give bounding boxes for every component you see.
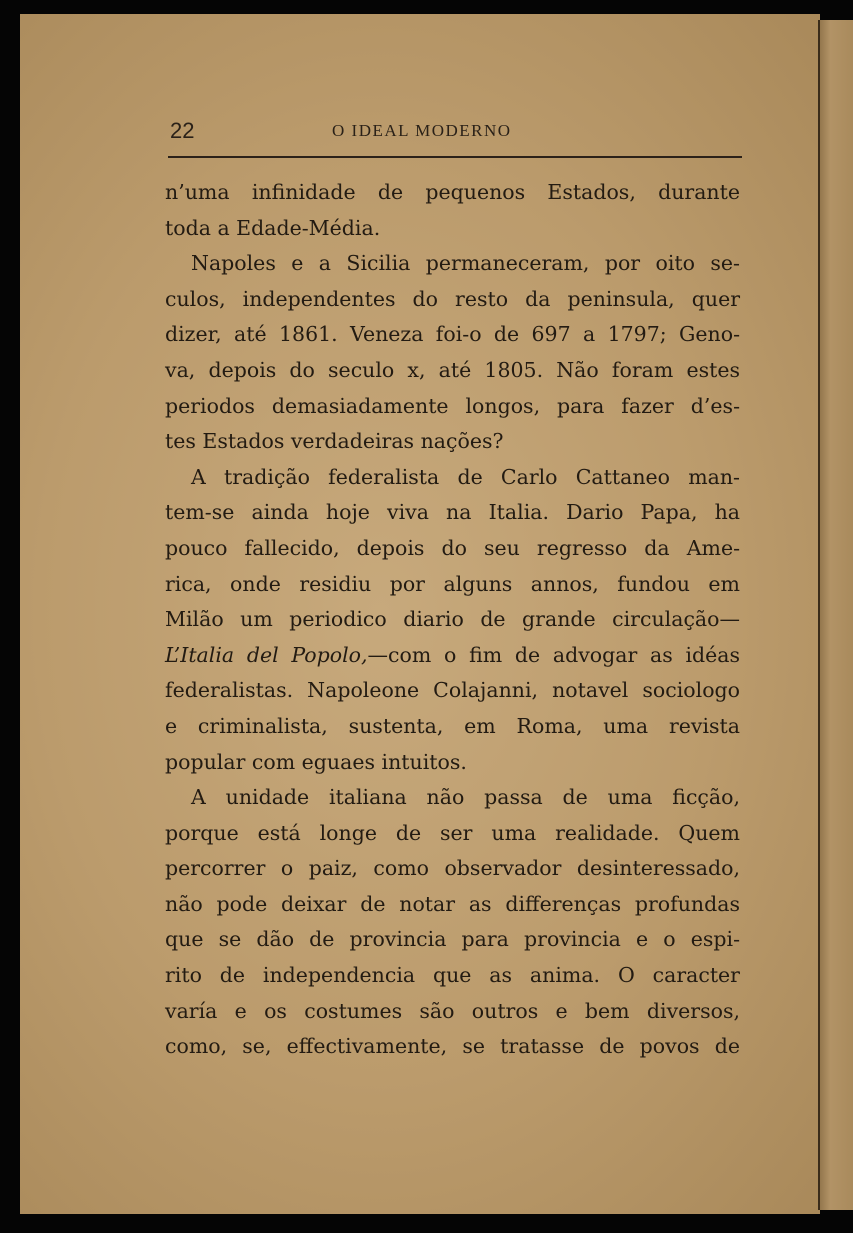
text-line: n’uma infinidade de pequenos Estados, durante bbox=[165, 180, 740, 204]
text-line: percorrer o paiz, como observador desinteressado, bbox=[165, 856, 740, 881]
text-line: A tradição federalista de Carlo Cattaneo man- bbox=[191, 464, 740, 489]
text-line-with-title bbox=[165, 638, 740, 674]
text-line: Napoles e a Sicilia permaneceram, por oito se- bbox=[191, 251, 740, 276]
header-rule bbox=[168, 156, 742, 158]
text-line-rest: —com o fim de advogar as idéas bbox=[367, 642, 740, 667]
body-text bbox=[165, 175, 740, 1065]
text-line: popular com eguaes intuitos. bbox=[165, 749, 467, 774]
text-line: pouco fallecido, depois do seu regresso da Ame- bbox=[165, 535, 740, 560]
page-gutter-line bbox=[818, 20, 820, 1210]
text-line: e criminalista, sustenta, em Roma, uma revista bbox=[165, 713, 740, 738]
text-line: rito de independencia que as anima. O caracter bbox=[165, 963, 740, 988]
page-number: 22 bbox=[170, 118, 195, 143]
text-line: não pode deixar de notar as differenças profundas bbox=[165, 891, 740, 916]
text-line: rica, onde residiu por alguns annos, fundou em bbox=[165, 571, 740, 596]
text-line: Milão um periodico diario de grande circulação— bbox=[165, 607, 740, 632]
text-line: porque está longe de ser uma realidade. Quem bbox=[165, 820, 740, 845]
next-page-edge bbox=[818, 20, 853, 1210]
running-head bbox=[170, 118, 740, 148]
text-line: A unidade italiana não passa de uma ficção, bbox=[191, 785, 740, 810]
periodical-title: L’Italia del Popolo, bbox=[165, 642, 368, 667]
text-line: culos, independentes do resto da peninsula, quer bbox=[165, 286, 740, 311]
text-line: federalistas. Napoleone Colajanni, notavel sociologo bbox=[165, 678, 740, 703]
running-title: O IDEAL MODERNO bbox=[332, 121, 512, 140]
text-line: como, se, effectivamente, se tratasse de povos de bbox=[165, 1034, 740, 1059]
text-line: tes Estados verdadeiras nações? bbox=[165, 429, 504, 454]
text-line: dizer, até 1861. Veneza foi-o de 697 a 1797; Geno- bbox=[165, 322, 740, 347]
text-line: tem-se ainda hoje viva na Italia. Dario Papa, ha bbox=[165, 500, 740, 525]
text-line: va, depois do seculo x, até 1805. Não foram estes bbox=[165, 357, 740, 382]
text-line: periodos demasiadamente longos, para fazer d’es- bbox=[165, 393, 740, 418]
text-line: toda a Edade-Média. bbox=[165, 215, 381, 240]
text-line: que se dão de provincia para provincia e o espi- bbox=[165, 927, 740, 952]
text-line: varía e os costumes são outros e bem diversos, bbox=[165, 998, 740, 1023]
